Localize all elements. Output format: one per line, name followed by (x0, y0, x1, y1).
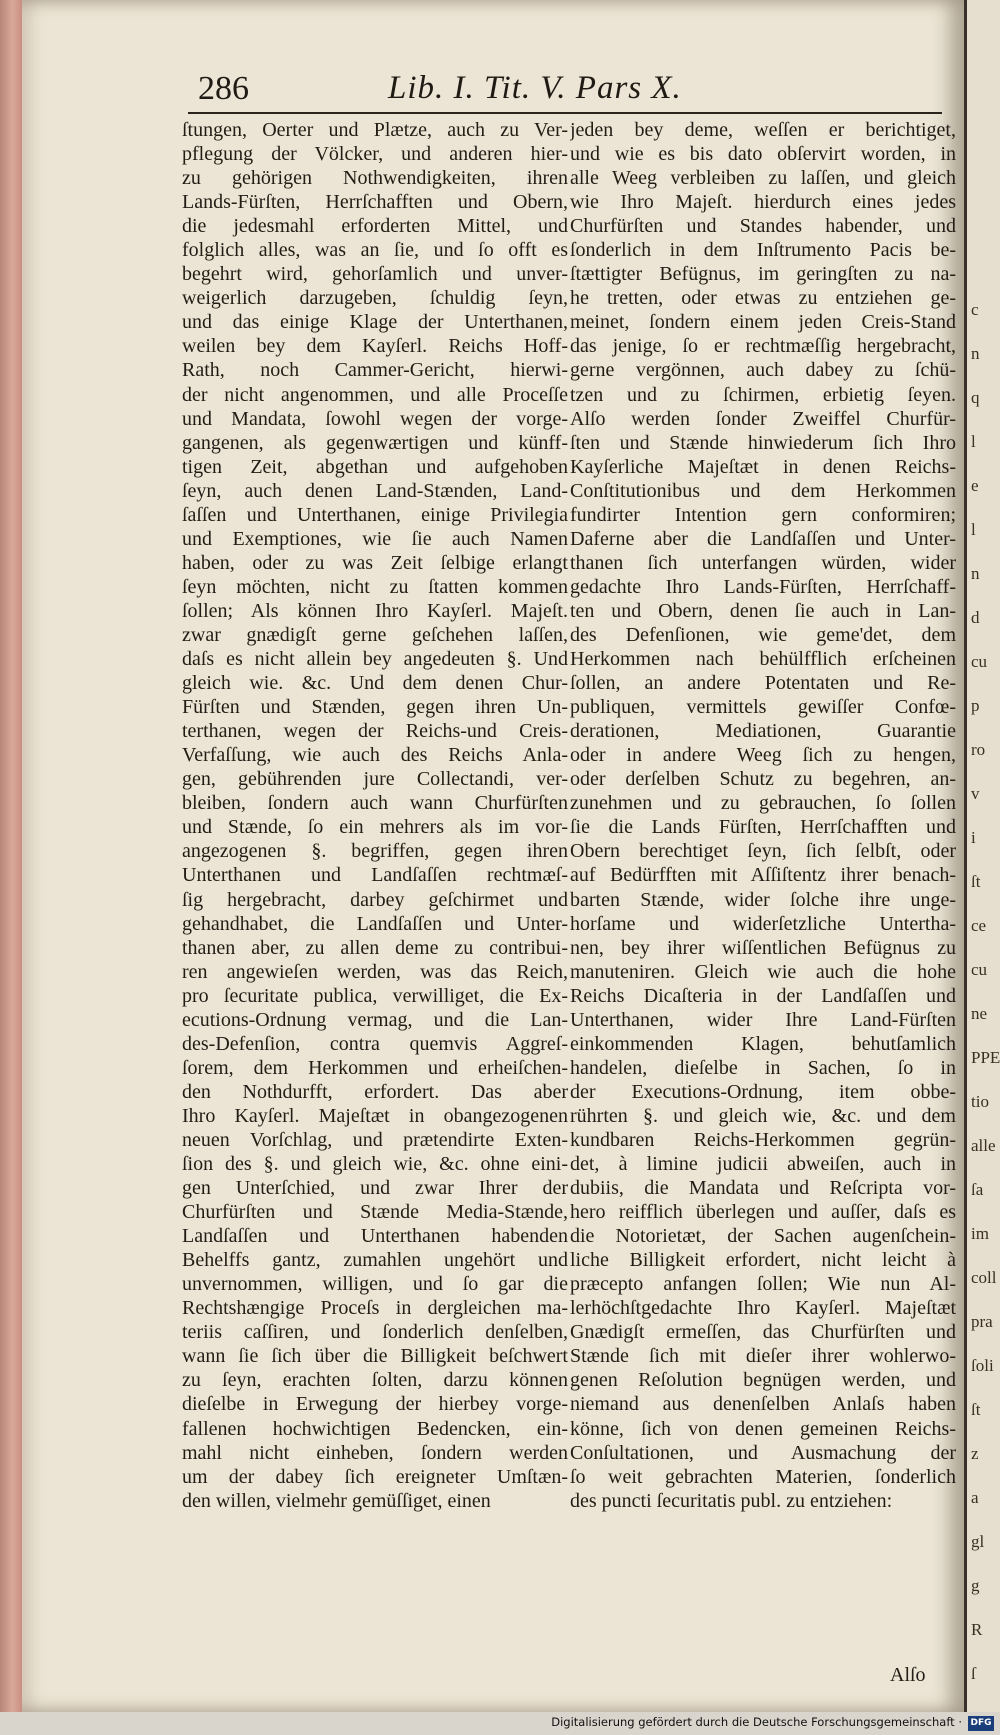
text-column-left (182, 118, 568, 1513)
text-line: Conſtitutionibus und dem Herkommen (570, 479, 956, 502)
text-line: Ihro Kayſerl. Majeſtæt in obangezogenen (182, 1104, 568, 1127)
digitization-footer (0, 1712, 1000, 1735)
next-page-fragment: g (971, 1576, 980, 1595)
text-line: haben, oder zu was Zeit ſelbige erlangt (182, 551, 568, 574)
text-line: pflegung der Völcker, und anderen hier- (182, 143, 568, 166)
text-line: ſollen; Als können Ihro Kayſerl. Majeſt. (182, 599, 568, 622)
text-line: oder derſelben Schutz zu begehren, an- (570, 768, 956, 791)
text-line: Unterthanen und Landſaſſen rechtmæſ- (182, 864, 568, 887)
next-page-fragment: alle (971, 1136, 996, 1155)
text-line: ſeyn möchten, nicht zu ſtatten kommen (182, 575, 568, 598)
text-line: Stænde ſich mit dieſer ihrer wohlerwo- (570, 1345, 956, 1368)
text-line: thanen ſich unterfangen würden, wider (570, 551, 956, 574)
text-line: der Executions-Ordnung, item obbe- (570, 1080, 956, 1103)
text-line: rührten §. und gleich wie, &c. und dem (570, 1104, 956, 1127)
text-line: könne, ſich von denen gemeinen Reichs- (570, 1417, 956, 1440)
text-line: einkommenden Klagen, behutſamlich (570, 1032, 956, 1055)
text-line: Kayſerliche Majeſtæt in denen Reichs- (570, 455, 956, 478)
text-line: gerne vergönnen, auch dabey zu ſchü- (570, 359, 956, 382)
text-line: Churfürſten und Standes habender, und (570, 215, 956, 238)
next-page-fragment: v (971, 784, 980, 803)
text-line: gedachte Ihro Lands-Fürſten, Herrſchaff- (570, 575, 956, 598)
text-line: wie Ihro Majeſt. hierdurch eines jedes (570, 191, 956, 214)
next-page-fragment: d (971, 608, 980, 627)
text-line: publiquen, vermittels gewiſſer Confœ- (570, 696, 956, 719)
text-line: præcepto anfangen ſollen; Wie nun Al- (570, 1273, 956, 1296)
next-page-fragment: cu (971, 960, 988, 979)
text-line: unvernommen, willigen, und ſo gar die (182, 1273, 568, 1296)
text-line: zu gehörigen Nothwendigkeiten, ihren (182, 167, 568, 190)
text-line: gehandhabet, die Landſaſſen und Unter- (182, 912, 568, 935)
text-line: und Stænde, ſo ein mehrers als im vor- (182, 816, 568, 839)
text-line: horſame und widerſetzliche Untertha- (570, 912, 956, 935)
text-line: die jedesmahl erforderten Mittel, und (182, 215, 568, 238)
text-line: ſeyn, auch denen Land-Stænden, Land- (182, 479, 568, 502)
text-line: neuen Vorſchlag, und prætendirte Exten- (182, 1128, 568, 1151)
text-line: liche Billigkeit erfordert, nicht leicht à (570, 1249, 956, 1272)
text-line: des puncti ſecuritatis publ. zu entziehen: (570, 1489, 893, 1512)
text-line: det, à limine judicii abweiſen, auch in (570, 1153, 956, 1176)
next-page-fragment: c (971, 300, 979, 319)
text-line: nen, bey ihrer wiſſentlichen Befügnus zu (570, 936, 956, 959)
text-line: tzen und zu ſchirmen, erbietig ſeyen. (570, 383, 956, 406)
text-line: barten Stænde, wider ſolche ihre unge- (570, 888, 956, 911)
next-page-fragment: i (971, 828, 976, 847)
next-page-fragment: ſoli (971, 1356, 994, 1375)
text-line: Lands-Fürſten, Herrſchafften und Obern, (182, 191, 568, 214)
text-line: gen Unterſchied, und zwar Ihrer der (182, 1177, 568, 1200)
text-line: gen, gebührenden jure Collectandi, ver- (182, 768, 568, 791)
text-line: Conſultationen, und Ausmachung der (570, 1441, 956, 1464)
text-line: Rechtshængige Proceſs in dergleichen ma- (182, 1297, 568, 1320)
next-page-fragment: e (971, 476, 979, 495)
text-line: terthanen, wegen der Reichs-und Creis- (182, 720, 568, 743)
text-line: ſion des §. und gleich wie, &c. ohne eini- (182, 1153, 568, 1176)
next-page-fragment: coll (971, 1268, 997, 1287)
text-line: das jenige, ſo er rechtmæſſig hergebracht, (570, 335, 956, 358)
next-page-fragment: im (971, 1224, 989, 1243)
text-line: jeden bey deme, weſſen er berichtiget, (570, 119, 956, 141)
next-page-fragment: ſt (971, 872, 981, 891)
text-line: Daferne aber die Landſaſſen und Unter- (570, 527, 956, 550)
next-page-fragment: n (971, 344, 980, 363)
text-line: ſaſſen und Unterthanen, einige Privilegia (182, 503, 568, 526)
text-line: zwar gnædigſt gerne geſchehen laſſen, (182, 623, 568, 646)
next-page-fragment: a (971, 1488, 979, 1507)
text-line: thanen aber, zu allen deme zu contribui- (182, 936, 568, 959)
text-column-right (570, 118, 956, 1513)
text-line: lerhöchſtgedachte Ihro Kayſerl. Majeſtæt (570, 1297, 956, 1320)
text-line: gleich wie. &c. Und dem denen Chur- (182, 672, 568, 695)
text-line: ſtættigter Befügnus, im geringſten zu na- (570, 263, 956, 286)
book-spine-edge (0, 0, 22, 1735)
next-page-fragment: tio (971, 1092, 989, 1111)
text-line: Landſaſſen und Unterthanen habenden (182, 1225, 568, 1248)
text-line: auf Bedürfften mit Aſſiſtentz ihrer benach- (570, 864, 956, 887)
text-line: die Notorietæt, der Sachen augenſchein- (570, 1225, 956, 1248)
next-page-fragment: ro (971, 740, 986, 759)
text-line: dubiis, die Mandata und Reſcripta vor- (570, 1177, 956, 1200)
next-page-edge (964, 0, 1000, 1712)
page-number: 286 (198, 70, 249, 107)
next-page-fragment: p (971, 696, 980, 715)
text-line: fallenen hochwichtigen Bedencken, ein- (182, 1417, 568, 1440)
next-page-fragment: cu (971, 652, 988, 671)
next-page-fragment: z (971, 1444, 979, 1463)
text-line: Herkommen nach behülfflich erſcheinen (570, 648, 956, 671)
text-line: weilen bey dem Kayſerl. Reichs Hoff- (182, 335, 568, 358)
text-line: meinet, ſondern einem jeden Creis-Stand (570, 311, 956, 334)
next-page-fragment: gl (971, 1532, 985, 1551)
text-line: ſig hergebracht, darbey geſchirmet und (182, 888, 568, 911)
text-line: teriis caſſiren, und ſonderlich denſelben, (182, 1321, 568, 1344)
text-line: ſorem, dem Herkommen und erheiſchen- (182, 1056, 568, 1079)
next-page-fragment: ſ (971, 1664, 976, 1683)
text-line: niemand aus denenſelben Anlaſs haben (570, 1393, 956, 1416)
running-title: Lib. I. Tit. V. Pars X. (388, 70, 682, 106)
text-line: um der dabey ſich ereigneter Umſtæn- (182, 1465, 568, 1488)
text-line: angezogenen §. begriffen, gegen ihren (182, 840, 568, 863)
text-line: handelen, dieſelbe in Sachen, ſo in (570, 1056, 956, 1079)
text-line: und das einige Klage der Unterthanen, (182, 311, 568, 334)
text-line: und wie es bis dato obſervirt worden, in (570, 143, 956, 166)
text-line: ſonderlich in dem Inſtrumento Pacis be- (570, 239, 956, 262)
text-line: Verfaſſung, wie auch des Reichs Anla- (182, 744, 568, 767)
text-line: ſo weit gebrachten Materien, ſonderlich (570, 1465, 956, 1488)
text-line: Fürſten und Stænden, gegen ihren Un- (182, 696, 568, 719)
catchword: Alſo (890, 1664, 926, 1686)
next-page-fragment: l (971, 432, 976, 451)
text-line: Behelffs gantz, zumahlen ungehört und (182, 1249, 568, 1272)
text-line: mahl nicht einheben, ſondern werden (182, 1441, 568, 1464)
next-page-fragment: pra (971, 1312, 993, 1331)
next-page-fragment: ſa (971, 1180, 984, 1199)
text-line: den willen, vielmehr gemüſſiget, einen (182, 1489, 491, 1512)
next-page-fragment: q (971, 388, 980, 407)
text-line: ten und Obern, denen ſie auch in Lan- (570, 599, 956, 622)
text-line: ſten und Stænde hinwiederum ſich Ihro (570, 431, 956, 454)
text-line: he tretten, oder etwas zu entziehen ge- (570, 287, 956, 310)
next-page-fragment: ce (971, 916, 987, 935)
text-line: Reichs Dicaſteria in der Landſaſſen und (570, 984, 956, 1007)
text-line: daſs es nicht allein bey angedeuten §. Und (182, 648, 568, 671)
text-line: derationen, Mediationen, Guarantie (570, 720, 956, 743)
text-line: zunehmen und zu gebrauchen, ſo ſollen (570, 792, 956, 815)
text-line: und Exemptiones, wie ſie auch Namen (182, 527, 568, 550)
next-page-fragment: n (971, 564, 980, 583)
text-line: tigen Zeit, abgethan und aufgehoben (182, 455, 568, 478)
text-line: hero reifflich überlegen und auſſer, daſs es (570, 1201, 956, 1224)
text-line: kundbaren Reichs-Herkommen gegrün- (570, 1128, 956, 1151)
text-line: Obern berechtiget ſeyn, ſich ſelbſt, oder (570, 840, 956, 863)
next-page-fragment: R (971, 1620, 983, 1639)
text-line: Churfürſten und Stænde Media-Stænde, (182, 1201, 568, 1224)
next-page-fragment: ſt (971, 1400, 981, 1419)
text-line: Unterthanen, wider Ihre Land-Fürſten (570, 1008, 956, 1031)
text-line: des Defenſionen, wie geme'det, dem (570, 623, 956, 646)
text-line: Rath, noch Cammer-Gericht, hierwi- (182, 359, 568, 382)
text-line: begehrt wird, gehorſamlich und unver- (182, 263, 568, 286)
page-header (178, 68, 798, 112)
text-line: alle Weeg verbleiben zu laſſen, und gleich (570, 167, 956, 190)
next-page-fragment: PPE (971, 1048, 1000, 1067)
text-line: gangenen, als gegenwærtigen und künff- (182, 431, 568, 454)
text-line: der nicht angenommen, und alle Proceſſe (182, 383, 568, 406)
text-line: genen Reſolution begnügen werden, und (570, 1369, 956, 1392)
text-line: dieſelbe in Erwegung der hierbey vorge- (182, 1393, 568, 1416)
dfg-logo: DFG (968, 1716, 994, 1731)
text-line: bleiben, ſondern auch wann Churfürſten (182, 792, 568, 815)
text-line: und Mandata, ſowohl wegen der vorge- (182, 407, 568, 430)
text-line: zu ſeyn, erachten ſolten, darzu können (182, 1369, 568, 1392)
text-line: folglich alles, was an ſie, und ſo offt es (182, 239, 568, 262)
header-rule (188, 112, 942, 114)
text-line: ſie die Lands Fürſten, Herrſchafften und (570, 816, 956, 839)
text-line: Alſo werden ſonder Zweiffel Churfür- (570, 407, 956, 430)
footer-credit: Digitalisierung gefördert durch die Deutsche Forschungsgemeinschaft · (551, 1715, 962, 1729)
text-line: Gnædigſt ermeſſen, das Churfürſten und (570, 1321, 956, 1344)
text-line: wann ſie ſich über die Billigkeit beſchwert (182, 1345, 568, 1368)
text-line: ſollen, an andere Potentaten und Re- (570, 672, 956, 695)
text-line: ecutions-Ordnung vermag, und die Lan- (182, 1008, 568, 1031)
text-line: pro ſecuritate publica, verwilliget, die Ex- (182, 984, 568, 1007)
text-line: ſtungen, Oerter und Plætze, auch zu Ver- (182, 119, 568, 141)
text-line: weigerlich darzugeben, ſchuldig ſeyn, (182, 287, 568, 310)
text-line: den Nothdurfft, erfordert. Das aber (182, 1080, 568, 1103)
text-line: ren angewieſen werden, was das Reich, (182, 960, 568, 983)
text-line: oder in andere Weeg ſich zu hengen, (570, 744, 956, 767)
next-page-fragment: ne (971, 1004, 988, 1023)
text-line: fundirter Intention gern conformiren; (570, 503, 956, 526)
text-line: des-Defenſion, contra quemvis Aggreſ- (182, 1032, 568, 1055)
next-page-fragment: l (971, 520, 976, 539)
text-line: manuteniren. Gleich wie auch die hohe (570, 960, 956, 983)
